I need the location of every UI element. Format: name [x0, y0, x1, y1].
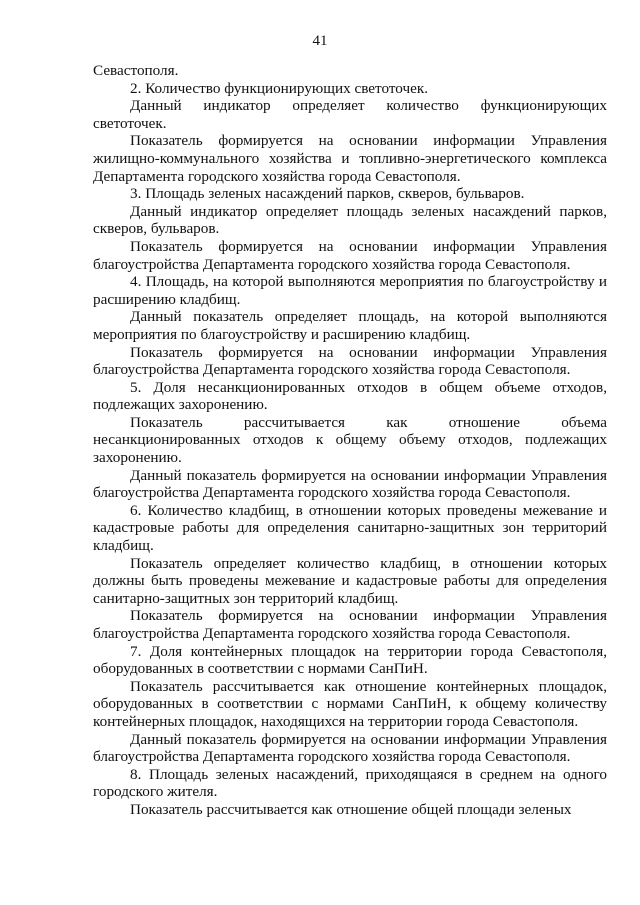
indicator-5-heading: 5. Доля несанкционированных отходов в общем объеме отходов, подлежащих захоронению. [93, 378, 607, 414]
indicator-4-heading: 4. Площадь, на которой выполняются мероприятия по благоустройству и расширению кладбищ. [93, 273, 607, 308]
indicator-3-description: Данный индикатор определяет площадь зеленых насаждений парков, скверов, бульваров. [93, 202, 607, 238]
indicator-3-heading: 3. Площадь зеленых насаждений парков, скверов, бульваров. [130, 185, 525, 203]
indicator-2-heading: 2. Количество функционирующих светоточек. [130, 79, 429, 97]
indicator-6-heading: 6. Количество кладбищ, в отношении которых проведены межевание и кадастровые работы для определения санитарно-защитных зон территорий кладбищ. [93, 501, 607, 555]
indicator-7-heading: 7. Доля контейнерных площадок на территории города Севастополя, оборудованных в соответствии с нормами СанПиН. [93, 642, 607, 678]
indicator-5-source: Данный показатель формируется на основании информации Управления благоустройства Департамента городского хозяйства города Севастополя. [93, 466, 607, 502]
indicator-7-description: Показатель рассчитывается как отношение контейнерных площадок, оборудованных в соответствии с нормами СанПиН, к общему количеству контейнерных площадок, находящихся на территории города Севастополя. [93, 677, 607, 730]
page-number: 41 [312, 33, 328, 49]
indicator-8-heading: 8. Площадь зеленых насаждений, приходящаяся в среднем на одного городского жителя. [93, 765, 607, 801]
indicator-6-source: Показатель формируется на основании информации Управления благоустройства Департамента городского хозяйства города Севастополя. [93, 607, 607, 642]
indicator-8-description: Показатель рассчитывается как отношение общей площади зеленых [130, 800, 572, 818]
indicator-4-description: Данный показатель определяет площадь, на которой выполняются мероприятия по благоустройству и расширению кладбищ. [93, 308, 607, 343]
indicator-6-description: Показатель определяет количество кладбищ, в отношении которых должны быть проведены межевание и кадастровые работы для определения санитарно-защитных зон территорий кладбищ. [93, 554, 607, 607]
indicator-5-description: Показатель рассчитывается как отношение объема несанкционированных отходов к общему объему отходов, подлежащих захоронению. [93, 413, 607, 467]
indicator-2-source: Показатель формируется на основании информации Управления жилищно-коммунального хозяйства и топливно-энергетического комплекса Департамента городского хозяйства города Севастополя. [93, 132, 607, 185]
paragraph-continuation: Севастополя. [93, 62, 179, 79]
indicator-4-source: Показатель формируется на основании информации Управления благоустройства Департамента городского хозяйства города Севастополя. [93, 343, 607, 379]
document-body [93, 62, 607, 819]
indicator-3-source: Показатель формируется на основании информации Управления благоустройства Департамента городского хозяйства города Севастополя. [93, 237, 607, 273]
indicator-7-source: Данный показатель формируется на основании информации Управления благоустройства Департамента городского хозяйства города Севастополя. [93, 730, 607, 766]
indicator-2-description: Данный индикатор определяет количество функционирующих светоточек. [93, 97, 607, 132]
